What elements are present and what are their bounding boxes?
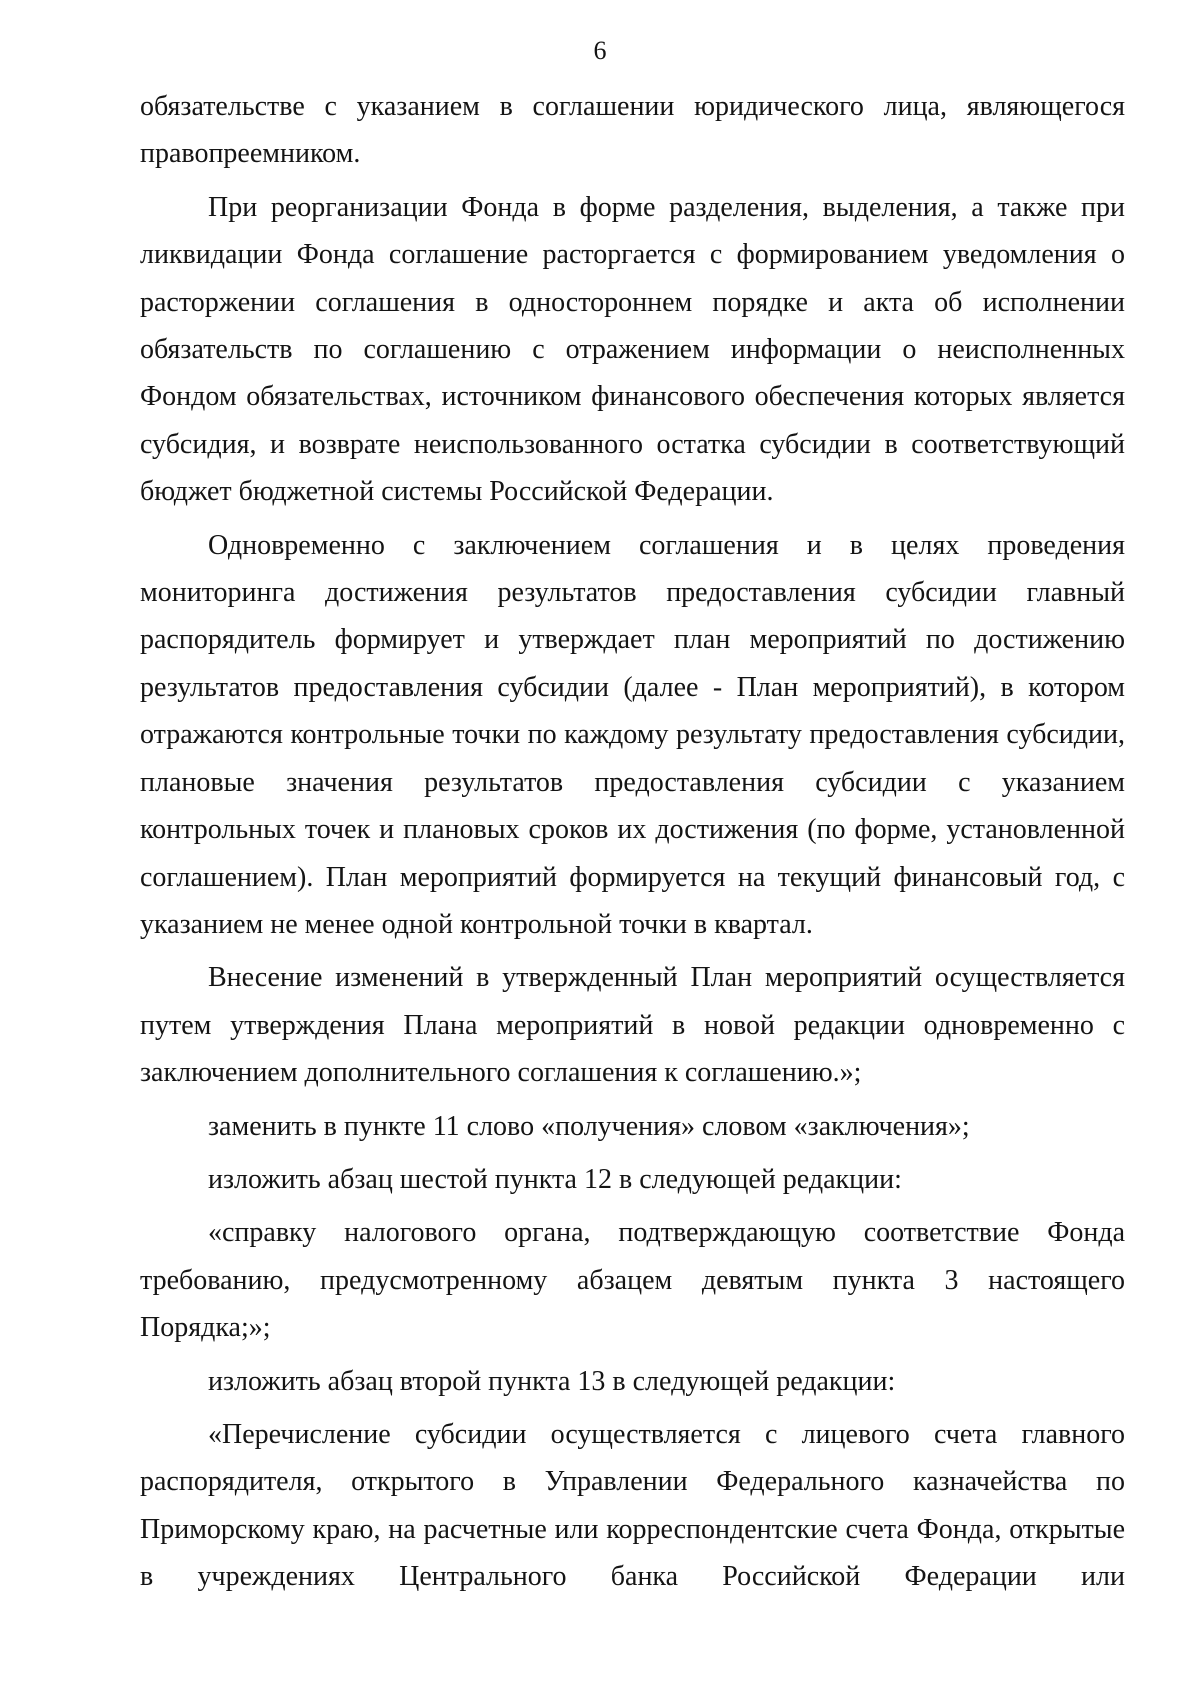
paragraph-item-12-text: «справку налогового органа, подтверждающую соответствие Фонда требованию, предусмотренному абзацем девятым пункта 3 настоящего Порядка;»; — [140, 1217, 1125, 1344]
page-number: 6 — [593, 36, 607, 65]
paragraph-item-11: заменить в пункте 11 слово «получения» словом «заключения»; — [208, 1110, 970, 1142]
paragraph-plan-amendments: Внесение изменений в утвержденный План мероприятий осуществляется путем утверждения Плана мероприятий в новой редакции одновременно с заключением дополнительного соглашения к соглашению.»; — [140, 962, 1125, 1089]
paragraph-item-13-intro: изложить абзац второй пункта 13 в следующей редакции: — [208, 1365, 896, 1397]
paragraph-item-12-intro: изложить абзац шестой пункта 12 в следующей редакции: — [208, 1163, 902, 1195]
paragraph-item-13-text: «Перечисление субсидии осуществляется с лицевого счета главного распорядителя, открытого в Управлении Федерального казначейства по Приморскому краю, на расчетные или корреспондентские счета Фонда, открытые в учреждениях Центрального банка Российской Федерации или — [140, 1418, 1125, 1593]
paragraph-reorganization: При реорганизации Фонда в форме разделения, выделения, а также при ликвидации Фонда соглашение расторгается с формированием уведомления о расторжении соглашения в одностороннем порядке и акта об исполнении обязательств по соглашению с отражением информации о неисполненных Фондом обязательствах, источником финансового обеспечения которых является субсидия, и возврате неиспользованного остатка субсидии в соответствующий бюджет бюджетной системы Российской Федерации. — [140, 191, 1125, 508]
paragraph-continuation: обязательстве с указанием в соглашении юридического лица, являющегося правопреемником. — [140, 91, 1125, 170]
paragraph-action-plan: Одновременно с заключением соглашения и в целях проведения мониторинга достижения результатов предоставления субсидии главный распорядитель формирует и утверждает план мероприятий по достижению результатов предоставления субсидии (далее - План мероприятий), в котором отражаются контрольные точки по каждому результату предоставления субсидии, плановые значения результатов предоставления субсидии с указанием контрольных точек и плановых сроков их достижения (по форме, установленной соглашением). План мероприятий формируется на текущий финансовый год, с указанием не менее одной контрольной точки в квартал. — [140, 529, 1125, 940]
document-body — [140, 83, 1125, 1601]
